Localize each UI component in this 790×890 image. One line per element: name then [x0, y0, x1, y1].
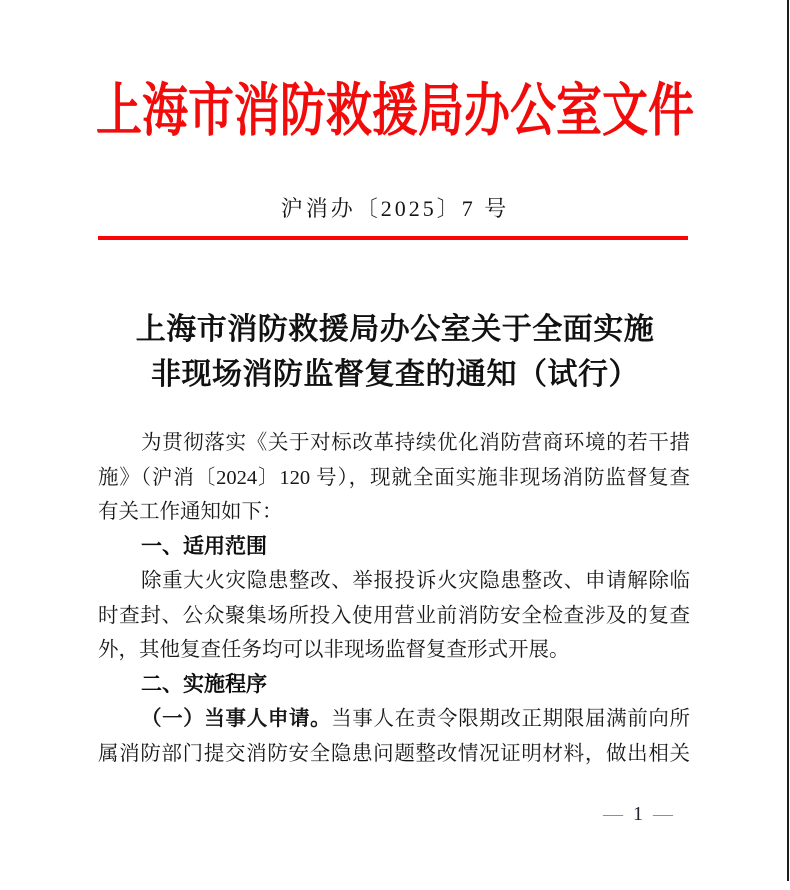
agency-letterhead-title: 上海市消防救援局办公室文件 [96, 78, 694, 143]
body-line-text: 当事人在责令限期改正期限届满前向所 [331, 708, 691, 730]
red-divider-rule [98, 236, 688, 240]
page-edge-line [787, 0, 789, 881]
document-title [0, 307, 790, 397]
document-title-line1: 上海市消防救援局办公室关于全面实施 [135, 313, 655, 346]
page-number: 1 [633, 803, 643, 825]
body-line: 有关工作通知如下： [98, 501, 283, 523]
section-heading: 一、适用范围 [141, 534, 267, 558]
paragraph-lead: （一）当事人申请。 [141, 708, 332, 730]
body-line [98, 702, 690, 737]
footer-left-dash: — [603, 803, 623, 825]
body-line: 施》（沪消〔2024〕120 号），现就全面实施非现场消防监督复查 [98, 466, 690, 489]
document-title-line2: 非现场消防监督复查的通知（试行） [151, 358, 639, 391]
body-line: 外，其他复查任务均可以非现场监督复查形式开展。 [98, 639, 570, 661]
section-heading: 二、实施程序 [141, 672, 267, 696]
footer-right-dash: — [653, 803, 673, 825]
body-line: 除重大火灾隐患整改、举报投诉火灾隐患整改、申请解除临 [141, 570, 690, 592]
body-line: 时查封、公众聚集场所投入使用营业前消防安全检查涉及的复查 [98, 604, 690, 627]
body-line: 属消防部门提交消防安全隐患问题整改情况证明材料，做出相关 [98, 742, 690, 765]
document-body [98, 426, 690, 771]
page-footer [603, 803, 673, 826]
body-line: 为贯彻落实《关于对标改革持续优化消防营商环境的若干措 [141, 432, 690, 454]
document-number: 沪消办〔2025〕7 号 [280, 196, 510, 221]
